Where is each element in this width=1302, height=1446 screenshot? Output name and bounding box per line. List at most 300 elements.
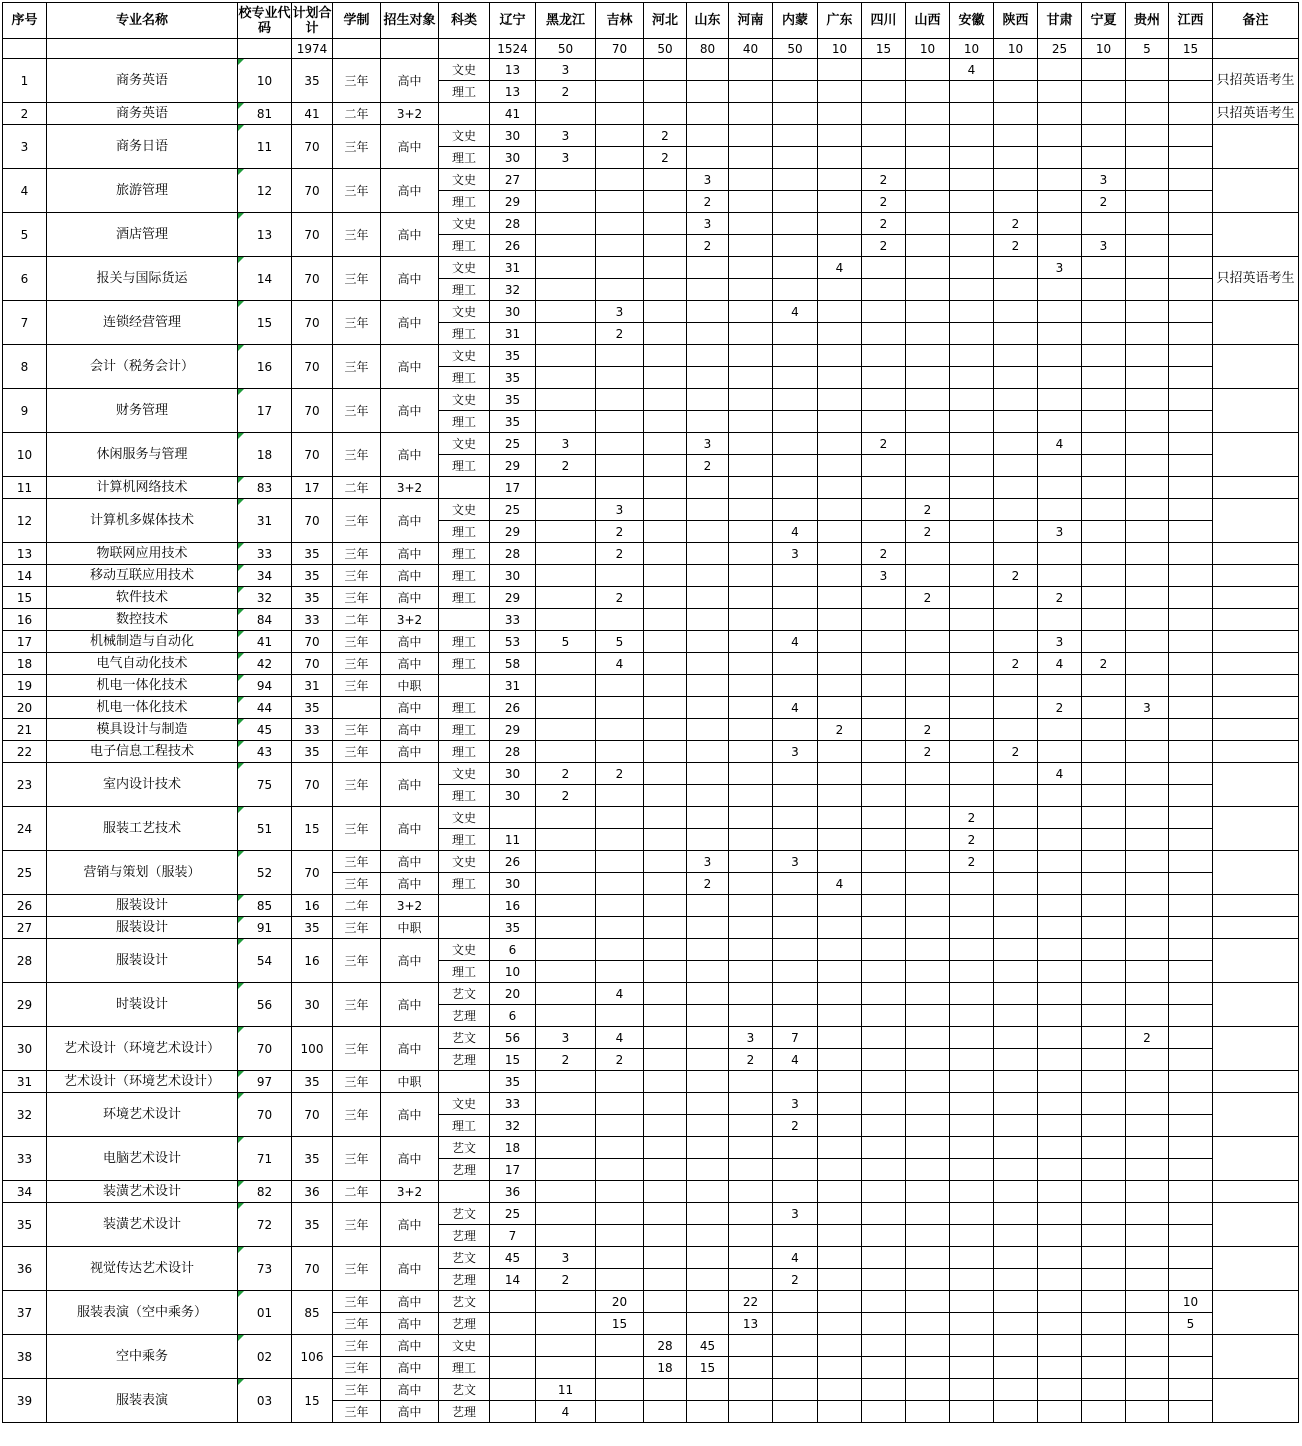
table-row — [3, 1093, 1299, 1115]
province-quota — [994, 719, 1038, 741]
province-quota: 3 — [536, 147, 596, 169]
province-quota — [1082, 81, 1126, 103]
province-quota — [862, 851, 906, 873]
enroll-target: 高中 — [381, 499, 439, 543]
province-quota — [862, 873, 906, 895]
province-quota — [536, 345, 596, 367]
province-quota — [950, 1027, 994, 1049]
plan-total: 35 — [292, 587, 333, 609]
major-code: 42 — [238, 653, 292, 675]
province-quota — [950, 1379, 994, 1401]
major-name: 营销与策划（服装） — [47, 851, 238, 895]
province-quota — [906, 807, 950, 829]
province-quota — [950, 1115, 994, 1137]
province-quota: 3 — [773, 851, 818, 873]
province-quota — [1082, 521, 1126, 543]
province-quota — [1169, 1049, 1213, 1071]
province-quota — [644, 323, 687, 345]
province-quota — [773, 81, 818, 103]
province-quota — [596, 1335, 644, 1357]
province-quota — [729, 323, 773, 345]
table-row — [3, 433, 1299, 455]
province-quota — [1169, 389, 1213, 411]
province-quota — [906, 147, 950, 169]
province-quota — [1082, 1379, 1126, 1401]
remark — [1213, 213, 1299, 257]
duration: 三年 — [333, 653, 381, 675]
province-quota — [1126, 785, 1169, 807]
province-quota — [906, 59, 950, 81]
province-quota — [862, 1115, 906, 1137]
province-quota — [950, 345, 994, 367]
duration: 三年 — [333, 125, 381, 169]
province-quota — [729, 961, 773, 983]
enroll-target: 高中 — [381, 807, 439, 851]
province-quota — [644, 411, 687, 433]
major-code: 71 — [238, 1137, 292, 1181]
province-quota — [644, 1181, 687, 1203]
province-quota — [773, 587, 818, 609]
enroll-target: 3+2 — [381, 1181, 439, 1203]
province-quota — [644, 917, 687, 939]
remark — [1213, 587, 1299, 609]
track-cell: 理工 — [439, 279, 490, 301]
province-quota — [687, 917, 729, 939]
province-quota: 13 — [490, 59, 536, 81]
province-quota: 2 — [994, 741, 1038, 763]
province-quota — [950, 675, 994, 697]
province-quota: 2 — [994, 235, 1038, 257]
major-name: 服装设计 — [47, 917, 238, 939]
province-quota — [1169, 675, 1213, 697]
major-code: 02 — [238, 1335, 292, 1379]
track-cell: 文史 — [439, 169, 490, 191]
track-cell: 艺文 — [439, 1291, 490, 1313]
province-quota — [1082, 807, 1126, 829]
province-quota — [1126, 103, 1169, 125]
enroll-target: 高中 — [381, 565, 439, 587]
header-row — [3, 3, 1299, 39]
province-quota: 3 — [773, 741, 818, 763]
province-quota — [536, 257, 596, 279]
province-quota — [536, 939, 596, 961]
province-quota — [1038, 1093, 1082, 1115]
province-quota — [1082, 1269, 1126, 1291]
province-quota — [1126, 235, 1169, 257]
province-quota — [729, 1005, 773, 1027]
province-quota — [1169, 1093, 1213, 1115]
major-code: 14 — [238, 257, 292, 301]
province-quota — [644, 763, 687, 785]
major-name: 计算机网络技术 — [47, 477, 238, 499]
province-quota: 30 — [490, 763, 536, 785]
province-quota — [729, 719, 773, 741]
province-quota — [994, 1071, 1038, 1093]
seq-cell: 36 — [3, 1247, 47, 1291]
plan-total: 35 — [292, 1071, 333, 1093]
province-quota — [1126, 81, 1169, 103]
province-quota — [906, 543, 950, 565]
province-quota — [687, 521, 729, 543]
province-quota — [1169, 1269, 1213, 1291]
province-quota — [994, 939, 1038, 961]
province-quota — [950, 235, 994, 257]
column-header: 江西 — [1169, 3, 1213, 39]
province-quota — [1169, 961, 1213, 983]
totals-empty — [381, 39, 439, 59]
province-quota — [994, 389, 1038, 411]
province-quota — [1038, 81, 1082, 103]
duration: 三年 — [333, 763, 381, 807]
province-quota — [536, 1115, 596, 1137]
province-quota — [862, 785, 906, 807]
province-quota — [687, 389, 729, 411]
province-quota — [687, 1379, 729, 1401]
province-quota — [994, 1115, 1038, 1137]
province-quota — [773, 1137, 818, 1159]
province-quota — [818, 1401, 862, 1423]
province-quota — [950, 1335, 994, 1357]
province-quota: 30 — [490, 785, 536, 807]
table-row — [3, 741, 1299, 763]
province-quota — [1126, 741, 1169, 763]
province-quota — [687, 1181, 729, 1203]
province-quota — [729, 1269, 773, 1291]
duration: 三年 — [333, 301, 381, 345]
province-quota — [536, 873, 596, 895]
province-quota: 4 — [773, 1049, 818, 1071]
province-quota: 2 — [596, 521, 644, 543]
province-quota — [818, 81, 862, 103]
province-quota — [536, 213, 596, 235]
province-quota — [596, 939, 644, 961]
province-quota — [818, 1181, 862, 1203]
province-quota — [644, 279, 687, 301]
table-row — [3, 939, 1299, 961]
province-quota: 3 — [1038, 257, 1082, 279]
province-quota — [950, 1005, 994, 1027]
province-quota — [1169, 213, 1213, 235]
province-quota — [1169, 1335, 1213, 1357]
province-quota — [1082, 103, 1126, 125]
table-row — [3, 345, 1299, 367]
province-quota — [994, 1313, 1038, 1335]
province-quota — [596, 1093, 644, 1115]
province-quota — [687, 961, 729, 983]
province-quota — [1169, 257, 1213, 279]
province-quota — [862, 587, 906, 609]
totals-empty — [333, 39, 381, 59]
province-quota — [1169, 455, 1213, 477]
province-quota — [490, 1401, 536, 1423]
province-quota — [596, 609, 644, 631]
totals-province: 10 — [906, 39, 950, 59]
province-quota: 4 — [818, 257, 862, 279]
province-quota — [818, 125, 862, 147]
province-quota — [729, 389, 773, 411]
province-quota — [906, 983, 950, 1005]
province-quota — [906, 1401, 950, 1423]
province-quota — [818, 147, 862, 169]
province-quota — [644, 1159, 687, 1181]
duration: 三年 — [333, 1093, 381, 1137]
totals-province: 50 — [536, 39, 596, 59]
province-quota: 20 — [596, 1291, 644, 1313]
province-quota — [994, 631, 1038, 653]
province-quota — [644, 213, 687, 235]
province-quota — [950, 521, 994, 543]
province-quota — [536, 499, 596, 521]
province-quota — [994, 81, 1038, 103]
province-quota — [1169, 59, 1213, 81]
column-header: 序号 — [3, 3, 47, 39]
province-quota — [644, 741, 687, 763]
province-quota — [773, 477, 818, 499]
province-quota: 2 — [536, 1269, 596, 1291]
totals-province: 40 — [729, 39, 773, 59]
province-quota — [1082, 939, 1126, 961]
duration: 三年 — [333, 807, 381, 851]
province-quota — [490, 1357, 536, 1379]
province-quota — [729, 1159, 773, 1181]
table-row — [3, 1335, 1299, 1357]
major-code: 70 — [238, 1093, 292, 1137]
province-quota: 27 — [490, 169, 536, 191]
province-quota — [644, 873, 687, 895]
province-quota — [536, 543, 596, 565]
province-quota — [950, 609, 994, 631]
province-quota — [773, 411, 818, 433]
track-cell: 理工 — [439, 147, 490, 169]
plan-total: 15 — [292, 1379, 333, 1423]
province-quota — [950, 543, 994, 565]
track-cell — [439, 895, 490, 917]
province-quota — [818, 1203, 862, 1225]
province-quota — [950, 873, 994, 895]
province-quota — [1038, 785, 1082, 807]
province-quota — [818, 455, 862, 477]
province-quota — [818, 1071, 862, 1093]
province-quota — [994, 1247, 1038, 1269]
province-quota — [1082, 1159, 1126, 1181]
major-name: 酒店管理 — [47, 213, 238, 257]
province-quota — [994, 257, 1038, 279]
province-quota — [644, 191, 687, 213]
province-quota — [1126, 631, 1169, 653]
province-quota — [536, 917, 596, 939]
province-quota — [687, 587, 729, 609]
seq-cell: 11 — [3, 477, 47, 499]
province-quota — [818, 631, 862, 653]
province-quota — [818, 1269, 862, 1291]
province-quota — [1038, 1313, 1082, 1335]
duration: 三年 — [333, 939, 381, 983]
province-quota — [862, 763, 906, 785]
province-quota — [950, 939, 994, 961]
enroll-target: 中职 — [381, 675, 439, 697]
table-row — [3, 895, 1299, 917]
table-row — [3, 719, 1299, 741]
province-quota — [906, 609, 950, 631]
major-name: 连锁经营管理 — [47, 301, 238, 345]
province-quota: 2 — [773, 1115, 818, 1137]
track-cell: 理工 — [439, 521, 490, 543]
track-cell: 理工 — [439, 829, 490, 851]
province-quota — [729, 455, 773, 477]
province-quota — [950, 1401, 994, 1423]
remark — [1213, 1203, 1299, 1247]
duration: 三年 — [333, 631, 381, 653]
enroll-target: 高中 — [381, 389, 439, 433]
seq-cell: 21 — [3, 719, 47, 741]
province-quota — [490, 1313, 536, 1335]
major-name: 艺术设计（环境艺术设计） — [47, 1027, 238, 1071]
province-quota — [862, 103, 906, 125]
track-cell: 理工 — [439, 323, 490, 345]
province-quota: 4 — [596, 653, 644, 675]
enroll-target: 3+2 — [381, 609, 439, 631]
province-quota — [773, 1159, 818, 1181]
remark: 只招英语考生 — [1213, 103, 1299, 125]
column-header: 四川 — [862, 3, 906, 39]
province-quota — [687, 1027, 729, 1049]
column-header: 陕西 — [994, 3, 1038, 39]
province-quota: 2 — [906, 521, 950, 543]
province-quota — [596, 697, 644, 719]
province-quota — [950, 983, 994, 1005]
province-quota — [950, 147, 994, 169]
plan-total: 17 — [292, 477, 333, 499]
track-cell: 文史 — [439, 125, 490, 147]
province-quota — [1082, 147, 1126, 169]
table-row — [3, 587, 1299, 609]
province-quota — [773, 191, 818, 213]
table-row — [3, 103, 1299, 125]
seq-cell: 10 — [3, 433, 47, 477]
remark — [1213, 1291, 1299, 1335]
major-name: 艺术设计（环境艺术设计） — [47, 1071, 238, 1093]
province-quota — [687, 323, 729, 345]
province-quota — [1038, 59, 1082, 81]
province-quota — [644, 1269, 687, 1291]
seq-cell: 3 — [3, 125, 47, 169]
province-quota — [1082, 1313, 1126, 1335]
province-quota: 11 — [536, 1379, 596, 1401]
province-quota — [1126, 763, 1169, 785]
province-quota: 5 — [536, 631, 596, 653]
province-quota — [729, 939, 773, 961]
province-quota — [644, 829, 687, 851]
track-cell: 艺理 — [439, 1269, 490, 1291]
province-quota — [906, 1071, 950, 1093]
province-quota — [687, 103, 729, 125]
province-quota: 22 — [729, 1291, 773, 1313]
province-quota — [1038, 807, 1082, 829]
province-quota — [818, 389, 862, 411]
province-quota — [729, 1247, 773, 1269]
province-quota — [1038, 191, 1082, 213]
column-header: 甘肃 — [1038, 3, 1082, 39]
province-quota — [818, 609, 862, 631]
province-quota — [596, 873, 644, 895]
province-quota — [644, 939, 687, 961]
province-quota: 28 — [644, 1335, 687, 1357]
province-quota — [1126, 257, 1169, 279]
province-quota — [596, 785, 644, 807]
province-quota — [596, 961, 644, 983]
plan-total: 36 — [292, 1181, 333, 1203]
major-code: 85 — [238, 895, 292, 917]
province-quota — [862, 1049, 906, 1071]
totals-empty — [238, 39, 292, 59]
plan-total: 85 — [292, 1291, 333, 1335]
plan-total: 70 — [292, 631, 333, 653]
track-cell: 理工 — [439, 785, 490, 807]
province-quota — [1169, 873, 1213, 895]
province-quota — [1082, 851, 1126, 873]
province-quota — [687, 1093, 729, 1115]
province-quota: 35 — [490, 1071, 536, 1093]
province-quota — [818, 345, 862, 367]
province-quota — [818, 917, 862, 939]
province-quota: 30 — [490, 873, 536, 895]
province-quota — [862, 59, 906, 81]
province-quota — [729, 125, 773, 147]
seq-cell: 8 — [3, 345, 47, 389]
province-quota — [644, 1115, 687, 1137]
province-quota — [773, 235, 818, 257]
major-code: 81 — [238, 103, 292, 125]
province-quota — [818, 1093, 862, 1115]
province-quota — [994, 1379, 1038, 1401]
remark — [1213, 1027, 1299, 1071]
province-quota: 3 — [1038, 631, 1082, 653]
province-quota: 18 — [490, 1137, 536, 1159]
plan-total: 70 — [292, 433, 333, 477]
province-quota — [818, 851, 862, 873]
province-quota — [950, 697, 994, 719]
enroll-target: 高中 — [381, 587, 439, 609]
province-quota — [1082, 279, 1126, 301]
duration: 三年 — [333, 213, 381, 257]
major-code: 43 — [238, 741, 292, 763]
province-quota — [729, 169, 773, 191]
province-quota: 3 — [862, 565, 906, 587]
track-cell: 理工 — [439, 367, 490, 389]
track-cell: 文史 — [439, 807, 490, 829]
province-quota — [1126, 873, 1169, 895]
province-quota — [773, 389, 818, 411]
province-quota — [773, 675, 818, 697]
province-quota: 3 — [536, 59, 596, 81]
province-quota — [1082, 125, 1126, 147]
province-quota — [536, 169, 596, 191]
province-quota — [596, 81, 644, 103]
province-quota — [818, 169, 862, 191]
enroll-target: 高中 — [381, 1093, 439, 1137]
province-quota — [818, 477, 862, 499]
track-cell: 艺理 — [439, 1225, 490, 1247]
province-quota — [1082, 1071, 1126, 1093]
enroll-target: 高中 — [381, 1379, 439, 1401]
track-cell: 艺文 — [439, 1027, 490, 1049]
province-quota — [862, 521, 906, 543]
province-quota — [1038, 213, 1082, 235]
province-quota — [1126, 169, 1169, 191]
province-quota — [950, 653, 994, 675]
province-quota — [950, 257, 994, 279]
province-quota — [1038, 147, 1082, 169]
